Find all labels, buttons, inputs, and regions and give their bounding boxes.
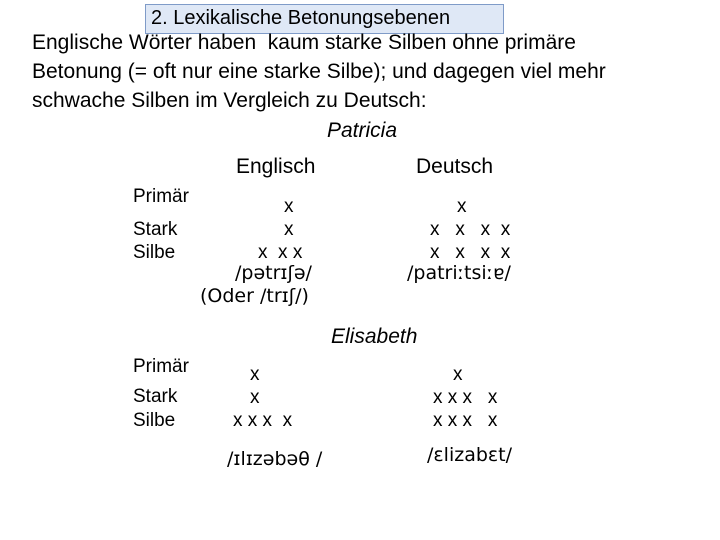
grid-row-primary: x: [457, 196, 467, 217]
column-header-german: Deutsch: [416, 155, 494, 178]
grid-row-primary: x: [250, 364, 260, 385]
grid-row-primary: x: [284, 196, 294, 217]
grid-row-strong: x x x x: [433, 387, 498, 408]
intro-line: schwache Silben im Vergleich zu Deutsch:: [32, 89, 427, 112]
transcription-german: /ɛlizabɛt/: [427, 444, 513, 466]
transcription-english: /pətrɪʃə/: [235, 262, 312, 284]
level-label-strong: Stark: [133, 386, 178, 407]
example-word-elisabeth: Elisabeth: [331, 325, 418, 348]
level-label-syllable: Silbe: [133, 410, 176, 431]
grid-row-syllable: x x x x: [233, 410, 293, 431]
grid-row-primary: x: [453, 364, 463, 385]
level-label-primary: Primär: [133, 186, 189, 207]
slide-title: 2. Lexikalische Betonungsebenen: [151, 7, 451, 29]
level-label-strong: Stark: [133, 219, 178, 240]
intro-paragraph: [32, 28, 712, 115]
grid-row-syllable: x x x: [258, 242, 303, 263]
level-label-syllable: Silbe: [133, 242, 176, 263]
transcription-german: /patriːtsiːɐ/: [407, 262, 511, 284]
grid-row-strong: x: [250, 387, 260, 408]
example-word-patricia: Patricia: [327, 119, 398, 142]
grid-row-syllable: x x x x: [433, 410, 498, 431]
grid-row-syllable: x x x x: [430, 242, 511, 263]
grid-row-strong: x x x x: [430, 219, 511, 240]
intro-line: Englische Wörter haben kaum starke Silben ohne primäre: [32, 31, 576, 54]
transcription-english: /ɪlɪzəbəθ /: [227, 448, 323, 470]
intro-line: Betonung (= oft nur eine starke Silbe); und dagegen viel mehr: [32, 60, 606, 83]
grid-row-strong: x: [284, 219, 294, 240]
transcription-english-alt: (Oder /trɪʃ/): [200, 285, 309, 307]
level-label-primary: Primär: [133, 356, 189, 377]
column-header-english: Englisch: [236, 155, 316, 178]
